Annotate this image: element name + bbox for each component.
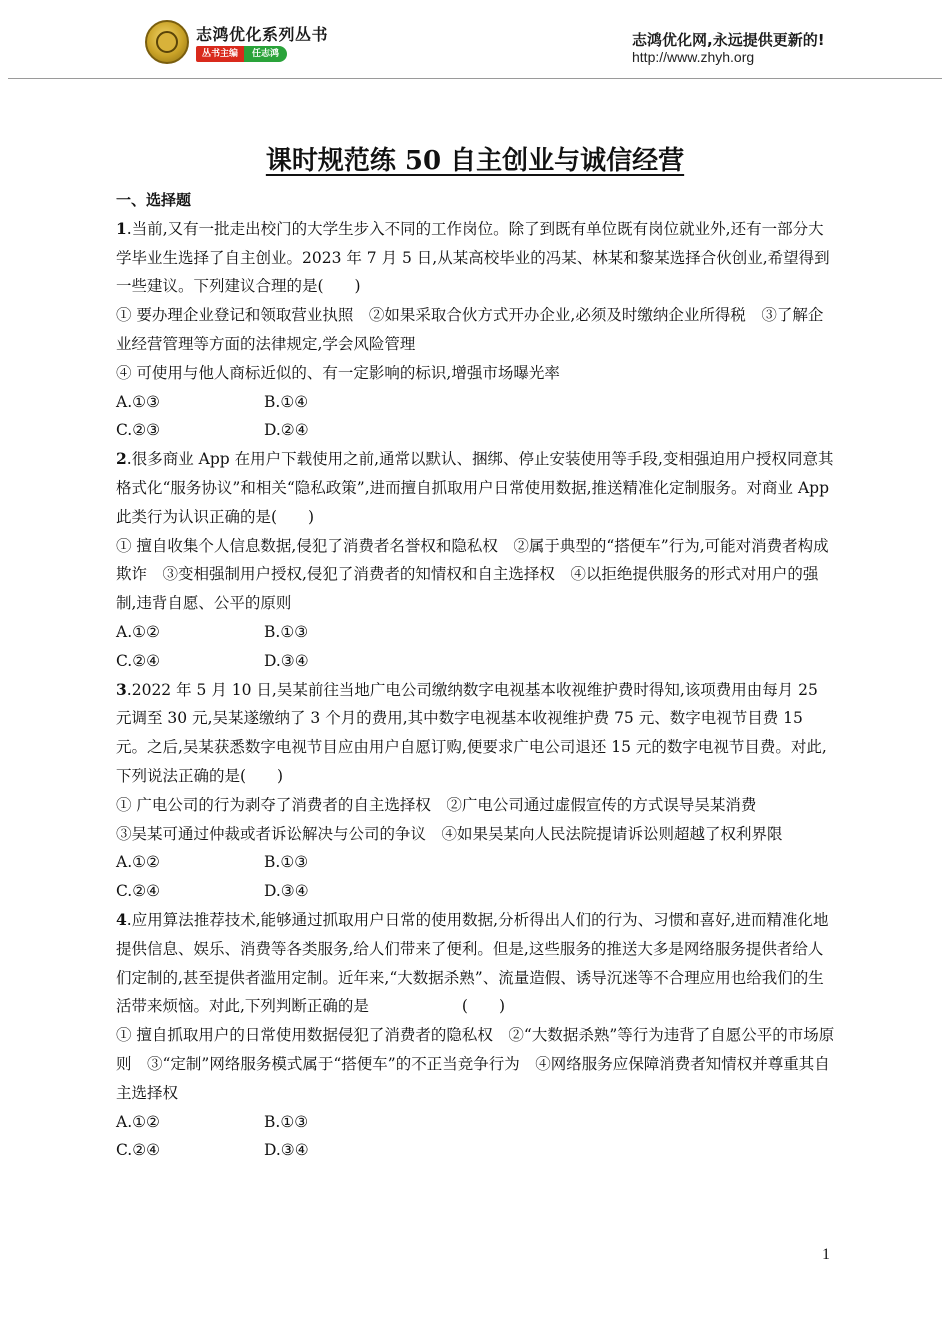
option-b[interactable]: B.①③ [264, 622, 309, 641]
option-a[interactable]: A.①③ [116, 392, 160, 411]
option-a[interactable]: A.①② [116, 622, 160, 641]
section-heading: 一、选择题 [116, 191, 192, 209]
option-d[interactable]: D.③④ [264, 882, 309, 901]
option-row [116, 1136, 838, 1165]
series-title: 志鸿优化系列丛书 [196, 25, 329, 44]
option-row [116, 388, 838, 417]
question-statements: ① 擅自抓取用户的日常使用数据侵犯了消费者的隐私权 ②“大数据杀熟”等行为违背了自愿公平的市场原则 ③“定制”网络服务模式属于“搭便车”的不正当竞争行为 ④网络服务应保障消费者知情权并尊重其自主选择权 [116, 1026, 835, 1102]
option-d[interactable]: D.③④ [264, 651, 309, 670]
option-row [116, 877, 838, 906]
option-d[interactable]: D.②④ [264, 421, 309, 440]
question-stem: 4.应用算法推荐技术,能够通过抓取用户日常的使用数据,分析得出人们的行为、习惯和喜好,进而精准化地提供信息、娱乐、消费等各类服务,给人们带来了便利。但是,这些服务的推送大多是网络服务提供者给人们定制的,甚至提供者滥用定制。近年来,“大数据杀熟”、流量造假、诱导沉迷等不合理应用也给我们的生活带来烦恼。对此,下列判断正确的是 ( ) [116, 909, 829, 1016]
document-body [116, 186, 838, 1165]
question-statements: ① 擅自收集个人信息数据,侵犯了消费者名誉权和隐私权 ②属于典型的“搭便车”行为,可能对消费者构成欺诈 ③变相强制用户授权,侵犯了消费者的知情权和自主选择权 ④以拒绝提供服务的形式对用户的强制,违背自愿、公平的原则 [116, 536, 829, 613]
question-stem: 1.当前,又有一批走出校门的大学生步入不同的工作岗位。除了到既有单位既有岗位就业外,还有一部分大学毕业生选择了自主创业。2023 年 7 月 5 日,从某高校毕业的冯某、林某和黎某选择合伙创业,希望得到一些建议。下列建议合理的是( ) [116, 218, 830, 296]
emblem-logo-icon [145, 20, 189, 64]
question-statements: ① 广电公司的行为剥夺了消费者的自主选择权 ②广电公司通过虚假宣传的方式误导吴某消费 [116, 795, 757, 814]
option-b[interactable]: B.①④ [264, 392, 309, 411]
option-row [116, 618, 838, 647]
option-a[interactable]: A.①② [116, 853, 160, 872]
editor-name: 任志鸿 [244, 46, 287, 62]
option-d[interactable]: D.③④ [264, 1141, 309, 1160]
option-c[interactable]: C.②④ [116, 1141, 161, 1160]
page-header [0, 0, 950, 90]
question-1 [116, 215, 838, 445]
option-row [116, 848, 838, 877]
page-number: 1 [822, 1246, 830, 1263]
editor-bar [196, 46, 287, 62]
question-3 [116, 676, 838, 906]
option-row [116, 1108, 838, 1137]
question-statements: ① 要办理企业登记和领取营业执照 ②如果采取合伙方式开办企业,必须及时缴纳企业所得税 ③了解企业经营管理等方面的法律规定,学会风险管理 [116, 306, 824, 353]
option-c[interactable]: C.②④ [116, 882, 161, 901]
site-url-link[interactable]: http://www.zhyh.org [632, 49, 755, 65]
question-stem: 2.很多商业 App 在用户下载使用之前,通常以默认、捆绑、停止安装使用等手段,变相强迫用户授权同意其格式化“服务协议”和相关“隐私政策”,进而擅自抓取用户日常使用数据,推送精准化定制服务。对商业 App 此类行为认识正确的是( ) [116, 449, 834, 526]
header-divider [8, 78, 942, 79]
document-title: 课时规范练 50 自主创业与诚信经营 [265, 146, 685, 176]
header-slogan: 志鸿优化网,永远提供更新的! [632, 31, 825, 49]
option-b[interactable]: B.①③ [264, 853, 309, 872]
option-c[interactable]: C.②③ [116, 421, 161, 440]
option-row [116, 647, 838, 676]
question-4 [116, 906, 838, 1165]
editor-label: 丛书主编 [196, 46, 244, 62]
option-a[interactable]: A.①② [116, 1112, 160, 1131]
option-row [116, 416, 838, 445]
question-statements: ③吴某可通过仲裁或者诉讼解决与公司的争议 ④如果吴某向人民法院提请诉讼则超越了权利界限 [116, 824, 783, 843]
question-2 [116, 445, 838, 675]
option-b[interactable]: B.①③ [264, 1112, 309, 1131]
question-statements: ④ 可使用与他人商标近似的、有一定影响的标识,增强市场曝光率 [116, 363, 560, 382]
option-c[interactable]: C.②④ [116, 651, 161, 670]
question-stem: 3.2022 年 5 月 10 日,吴某前往当地广电公司缴纳数字电视基本收视维护费时得知,该项费用由每月 25 元调至 30 元,吴某遂缴纳了 3 个月的费用,其中数字电视基本收视维护费 75 元、数字电视节目费 15 元。之后,吴某获悉数字电视节目应由用户自愿订购,便要求广电公司退还 15 元的数字电视节目费。对此,下列说法正确的是( ) [116, 679, 827, 785]
